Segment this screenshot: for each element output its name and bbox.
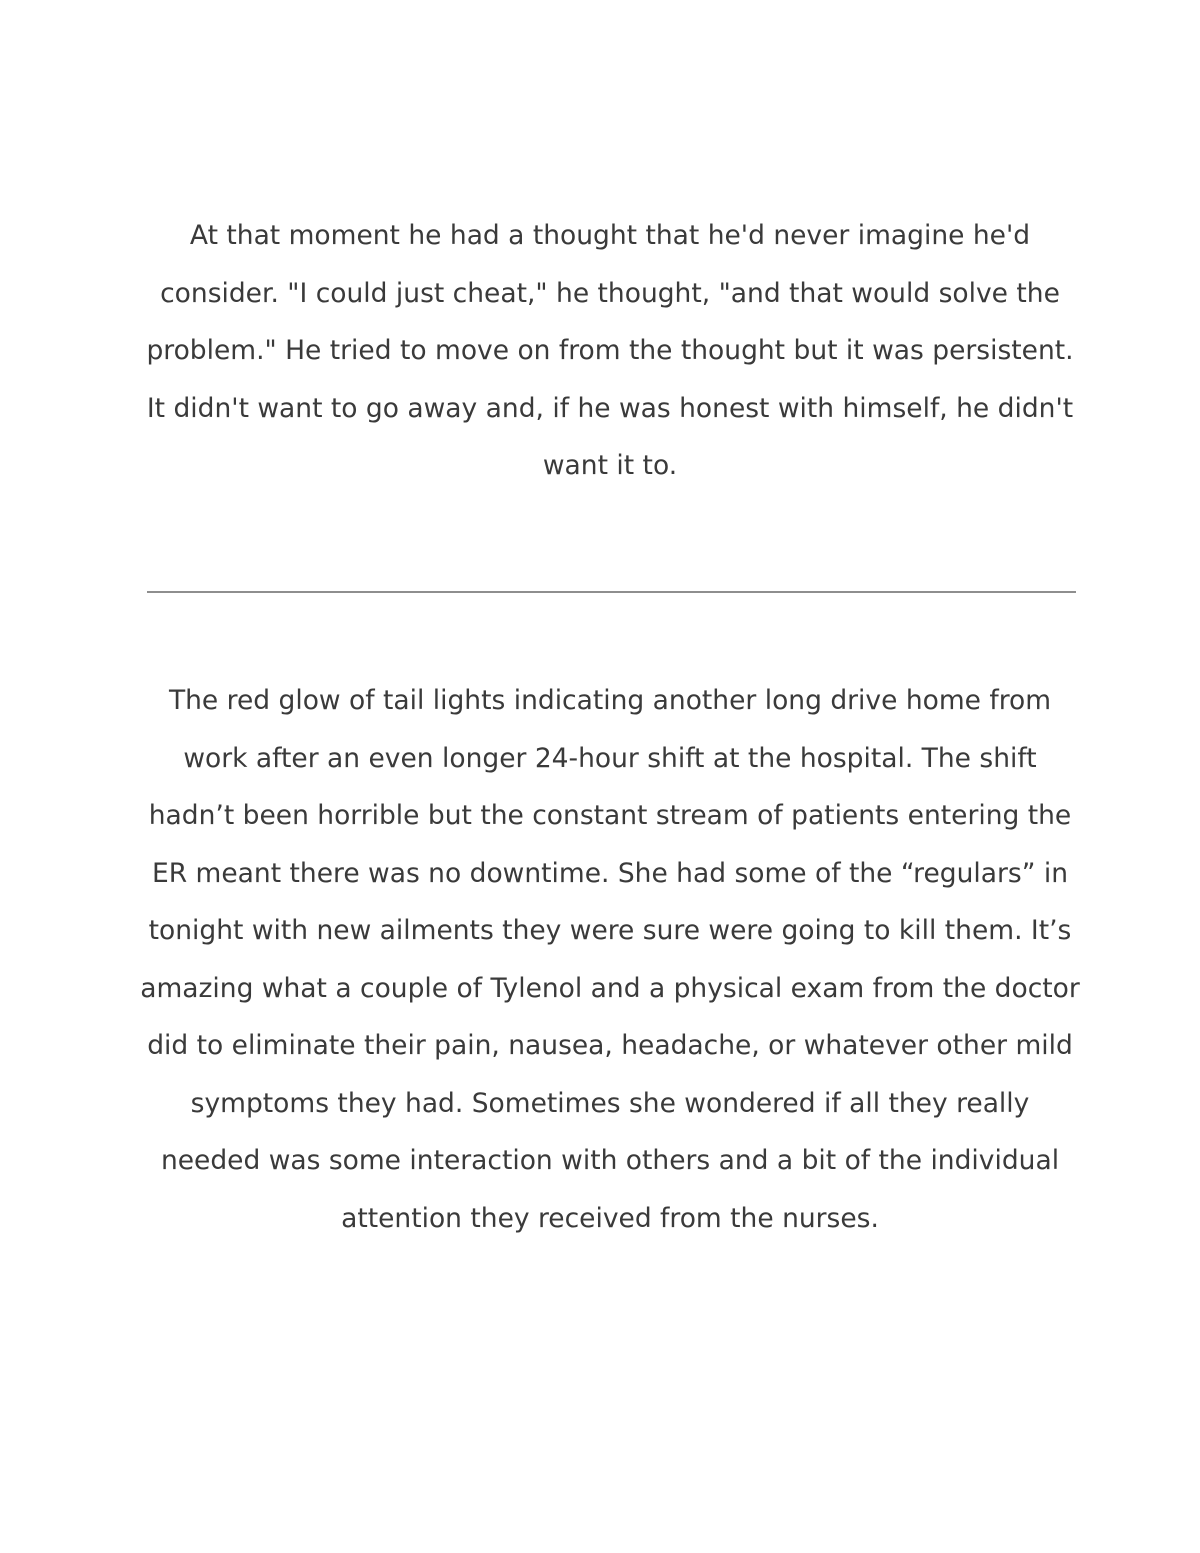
paragraph-2: The red glow of tail lights indicating another long drive home from work after an even longer 24-hour shift at the hospital. The shift hadn’t been horrible but the constant stream of patients entering the ER meant there was no downtime. She had some of the “regulars” in tonight with new ailments they were sure were going to kill them. It’s amazing what a couple of Tylenol and a physical exam from the doctor did to eliminate their pain, nausea, headache, or whatever other mild symptoms they had. Sometimes she wondered if all they really needed was some interaction with others and a bit of the individual attention they received from the nurses. (140, 685, 1080, 1234)
horizontal-divider (147, 591, 1076, 593)
paragraph-1: At that moment he had a thought that he'd never imagine he'd consider. "I could just cheat," he thought, "and that would solve the problem." He tried to move on from the thought but it was persistent. It didn't want to go away and, if he was honest with himself, he didn't want it to. (146, 220, 1074, 481)
